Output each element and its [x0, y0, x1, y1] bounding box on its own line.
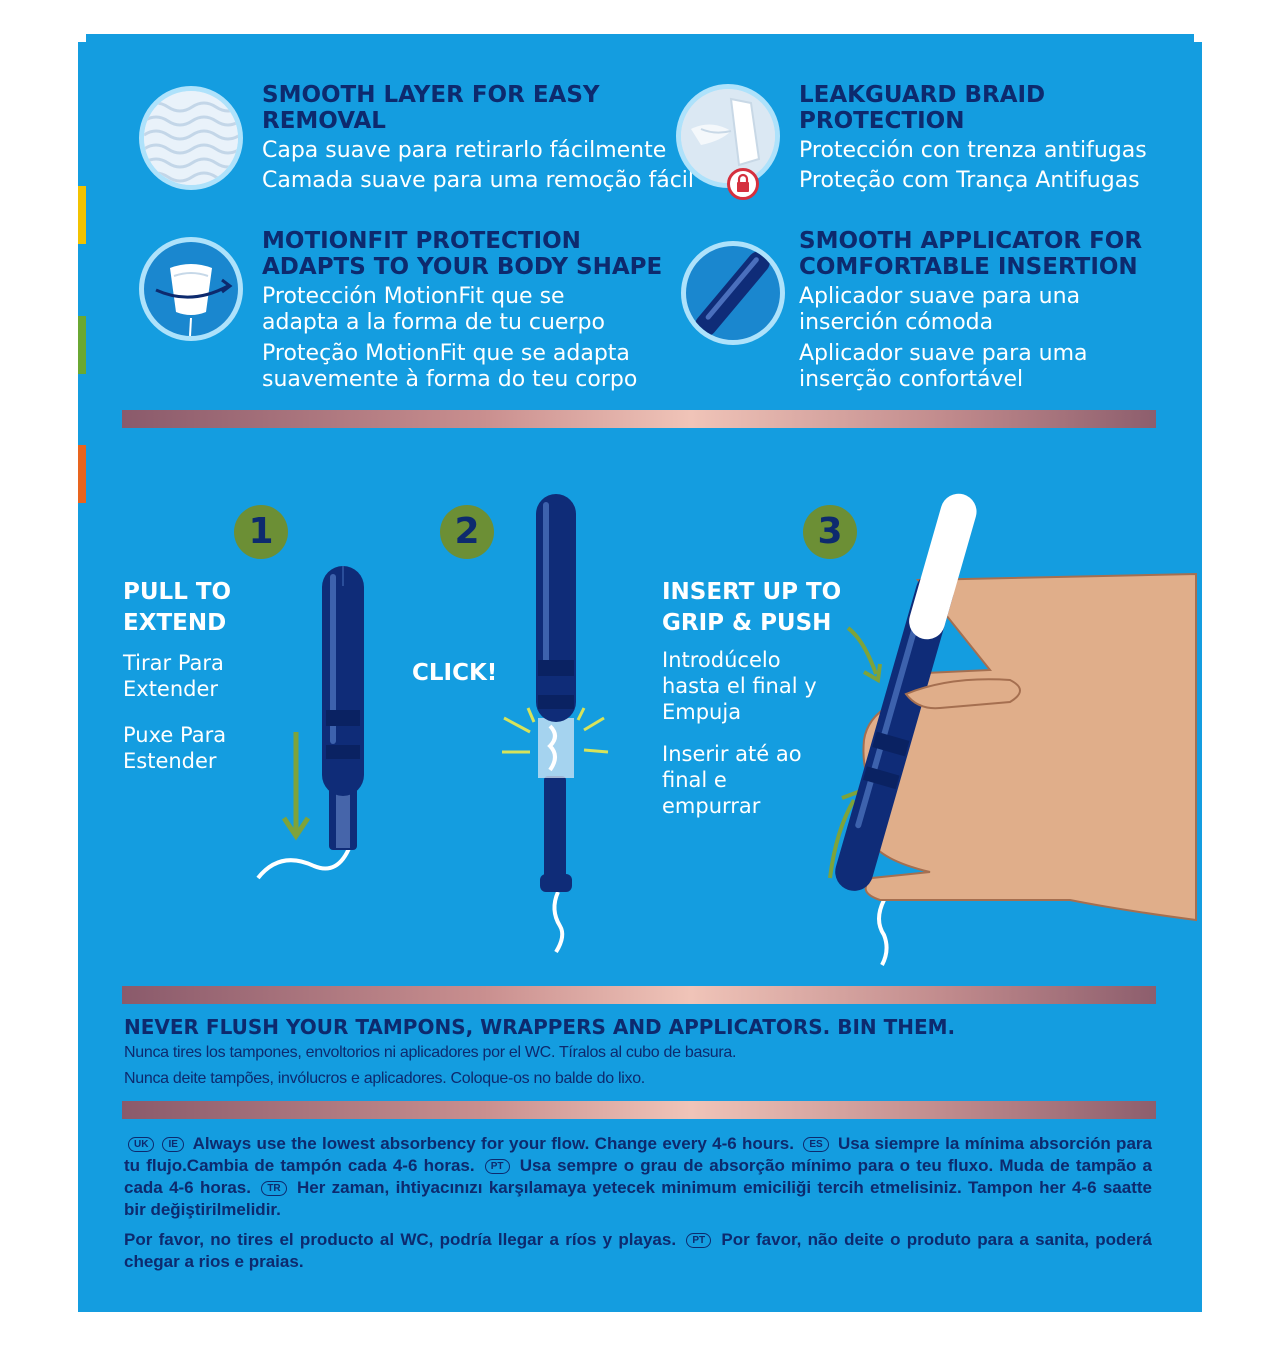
edge-mark-orange	[78, 445, 86, 503]
divider-bar	[122, 986, 1156, 1004]
applicator-icon	[681, 241, 785, 345]
feature-text-es: inserción cómoda	[799, 310, 994, 335]
feature-text-pt: Aplicador suave para uma	[799, 341, 1088, 366]
step-1-tampon-illustration	[250, 560, 390, 890]
country-code-uk: UK	[128, 1137, 154, 1152]
step-3-text-es: hasta el final y	[662, 674, 817, 698]
step-1-text-pt: Puxe Para	[123, 723, 227, 747]
feature-title-line: COMFORTABLE INSERTION	[799, 254, 1138, 280]
absorbency-tr: Her zaman, ihtiyacınızı karşılamaya yetecek minimum emiciliği tercih etmelisiniz. Tampon her 4-6 saatte bir değiştirilmelidir.	[124, 1178, 1152, 1219]
step-3-title: GRIP & PUSH	[662, 610, 832, 636]
step-2-badge: 2	[440, 505, 494, 559]
step-3-text-pt: empurrar	[662, 794, 761, 818]
feature-text-es: Aplicador suave para una	[799, 284, 1081, 309]
feature-text-es: Protección con trenza antifugas	[799, 138, 1147, 163]
step-3-text-es: Introdúcelo	[662, 648, 781, 672]
step-3-text-es: Empuja	[662, 700, 742, 724]
feature-title-line: MOTIONFIT PROTECTION	[262, 228, 581, 254]
feature-text-pt: inserção confortável	[799, 367, 1024, 392]
feature-title-line: REMOVAL	[262, 108, 386, 134]
feature-text-pt: Proteção com Trança Antifugas	[799, 168, 1140, 193]
leakguard-braid-icon	[676, 84, 780, 188]
feature-title-line: LEAKGUARD BRAID	[799, 82, 1046, 108]
flush-warning-title: NEVER FLUSH YOUR TAMPONS, WRAPPERS AND APPLICATORS. BIN THEM.	[124, 1015, 956, 1039]
step-1-badge: 1	[234, 505, 288, 559]
flush-warning-pt: Nunca deite tampões, invólucros e aplicadores. Coloque-os no balde do lixo.	[124, 1070, 645, 1087]
flush-warning-es: Nunca tires los tampones, envoltorios ni aplicadores por el WC. Tíralos al cubo de basura.	[124, 1044, 737, 1061]
feature-text-pt: Camada suave para uma remoção fácil	[262, 168, 695, 193]
lock-icon	[727, 168, 759, 200]
step-3-badge: 3	[803, 505, 857, 559]
step-1-text-es: Extender	[123, 677, 219, 701]
feature-title-line: SMOOTH APPLICATOR FOR	[799, 228, 1143, 254]
feature-text-pt: suavemente à forma do teu corpo	[262, 367, 638, 392]
feature-text-es: Protección MotionFit que se	[262, 284, 565, 309]
panel-notch-right	[1194, 34, 1202, 42]
disposal-es: Por favor, no tires el producto al WC, podría llegar a ríos y playas.	[124, 1230, 677, 1249]
country-code-pt: PT	[485, 1159, 510, 1174]
country-code-pt: PT	[686, 1233, 711, 1248]
edge-mark-yellow	[78, 186, 86, 244]
divider-bar	[122, 410, 1156, 428]
disposal-notice	[124, 1229, 1152, 1273]
feature-title-line: ADAPTS TO YOUR BODY SHAPE	[262, 254, 663, 280]
absorbency-pt: Usa sempre o grau de absorção mínimo para o teu fluxo. Muda de tampão a cada 4-6 horas.	[124, 1156, 1152, 1197]
step-3-title: INSERT UP TO	[662, 579, 842, 605]
edge-mark-green	[78, 316, 86, 374]
step-1-title: PULL TO	[123, 579, 232, 605]
step-2-click-label: CLICK!	[412, 660, 498, 686]
divider-bar	[122, 1101, 1156, 1119]
country-code-ie: IE	[162, 1137, 183, 1152]
step-3-hand-illustration	[820, 480, 1200, 970]
step-3-text-pt: Inserir até ao	[662, 742, 802, 766]
feature-text-pt: Proteção MotionFit que se adapta	[262, 341, 630, 366]
country-code-es: ES	[803, 1137, 828, 1152]
country-code-tr: TR	[261, 1181, 286, 1196]
feature-text-es: adapta a la forma de tu cuerpo	[262, 310, 605, 335]
motionfit-icon	[139, 237, 243, 341]
step-1-text-es: Tirar Para	[123, 651, 224, 675]
feature-text-es: Capa suave para retirarlo fácilmente	[262, 138, 667, 163]
absorbency-en: Always use the lowest absorbency for your flow. Change every 4-6 hours.	[192, 1134, 794, 1153]
cotton-layer-icon	[139, 86, 243, 190]
panel-notch-left	[78, 34, 86, 42]
absorbency-es: Usa siempre la mínima absorción para tu flujo.Cambia de tampón cada 4-6 horas.	[124, 1134, 1152, 1175]
step-3-text-pt: final e	[662, 768, 727, 792]
feature-title-line: SMOOTH LAYER FOR EASY	[262, 82, 600, 108]
step-2-tampon-illustration	[500, 490, 610, 960]
feature-title-line: PROTECTION	[799, 108, 965, 134]
disposal-pt: Por favor, não deite o produto para a sanita, poderá chegar a rios e praias.	[124, 1230, 1152, 1271]
step-1-title: EXTEND	[123, 610, 227, 636]
step-1-text-pt: Estender	[123, 749, 217, 773]
absorbency-notice	[124, 1133, 1152, 1221]
